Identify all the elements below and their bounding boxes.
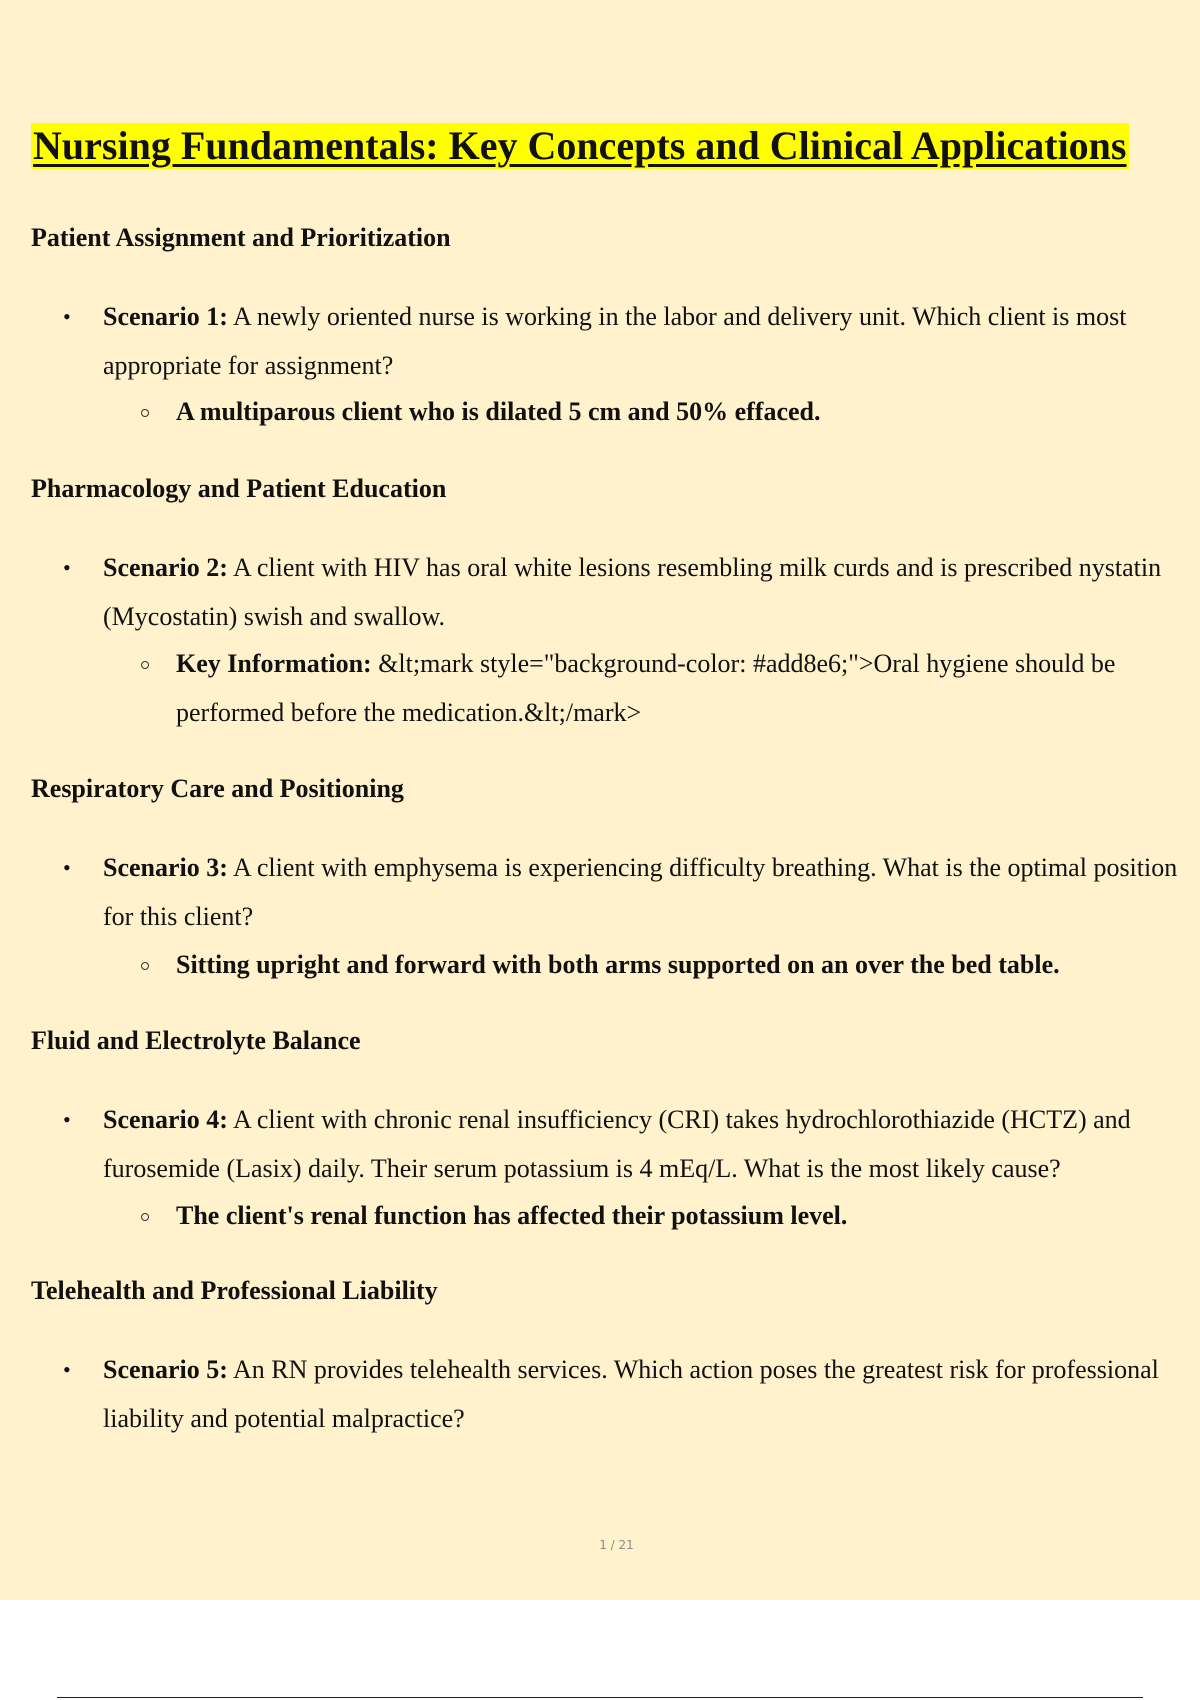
bullet-icon: • bbox=[63, 855, 71, 880]
hollow-bullet-icon bbox=[141, 1213, 149, 1221]
scenario-text: A client with HIV has oral white lesions resembling milk curds and is prescribed nystatin (Mycostatin) swish and swallow. bbox=[103, 553, 1162, 631]
section-heading-patient-assignment: Patient Assignment and Prioritization bbox=[31, 223, 451, 252]
scenario-label: Scenario 5: bbox=[103, 1355, 228, 1384]
scenario-label: Scenario 1: bbox=[103, 302, 228, 331]
answer-text: &lt;mark style="background-color: #add8e6;">Oral hygiene should be performed before the medication.&lt;/mark> bbox=[176, 649, 1116, 727]
answer-text: The client's renal function has affected their potassium level. bbox=[176, 1201, 848, 1230]
scenario-text: A client with emphysema is experiencing difficulty breathing. What is the optimal position for this client? bbox=[103, 853, 1178, 931]
bullet-icon: • bbox=[63, 1357, 71, 1382]
scenario-4 bbox=[63, 1095, 1200, 1193]
hollow-bullet-icon bbox=[141, 962, 149, 970]
section-heading-fluid-electrolyte: Fluid and Electrolyte Balance bbox=[31, 1026, 361, 1055]
hollow-bullet-icon bbox=[141, 409, 149, 417]
answer-text: A multiparous client who is dilated 5 cm and 50% effaced. bbox=[176, 397, 821, 426]
footer-divider bbox=[57, 1697, 1143, 1698]
scenario-text: An RN provides telehealth services. Which action poses the greatest risk for professional liability and potential malpractice? bbox=[103, 1355, 1159, 1433]
scenario-5 bbox=[63, 1345, 1200, 1443]
section-heading-respiratory: Respiratory Care and Positioning bbox=[31, 774, 404, 803]
scenario-text: A client with chronic renal insufficiency (CRI) takes hydrochlorothiazide (HCTZ) and furosemide (Lasix) daily. Their serum potassium is 4 mEq/L. What is the most likely cause? bbox=[103, 1105, 1131, 1183]
scenario-label: Scenario 2: bbox=[103, 553, 228, 582]
scenario-1 bbox=[63, 292, 1200, 390]
scenario-text: A newly oriented nurse is working in the labor and delivery unit. Which client is most appropriate for assignment? bbox=[103, 302, 1127, 380]
answer-label: Key Information: bbox=[176, 649, 372, 678]
scenario-3 bbox=[63, 843, 1200, 941]
answer-2 bbox=[176, 639, 1200, 737]
hollow-bullet-icon bbox=[141, 661, 149, 669]
scenario-2 bbox=[63, 543, 1200, 641]
scenario-label: Scenario 3: bbox=[103, 853, 228, 882]
answer-1 bbox=[176, 387, 1200, 436]
answer-text: Sitting upright and forward with both arms supported on an over the bed table. bbox=[176, 950, 1060, 979]
bullet-icon: • bbox=[63, 555, 71, 580]
document-title: Nursing Fundamentals: Key Concepts and Clinical Applications bbox=[33, 123, 1127, 168]
scenario-label: Scenario 4: bbox=[103, 1105, 228, 1134]
answer-3 bbox=[176, 940, 1200, 989]
bullet-icon: • bbox=[63, 304, 71, 329]
bullet-icon: • bbox=[63, 1107, 71, 1132]
section-heading-pharmacology: Pharmacology and Patient Education bbox=[31, 474, 447, 503]
section-heading-telehealth: Telehealth and Professional Liability bbox=[31, 1276, 438, 1305]
answer-4 bbox=[176, 1191, 1200, 1240]
page-number: 1 / 21 bbox=[599, 1538, 634, 1552]
